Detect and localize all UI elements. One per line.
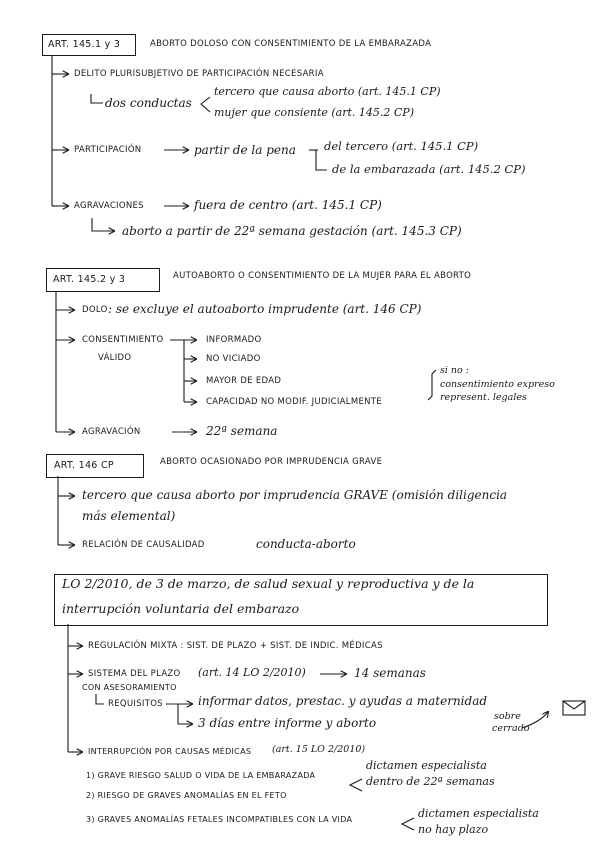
s1-participacion-label: PARTICIPACIÓN <box>74 145 142 155</box>
s2-agravacion-label: AGRAVACIÓN <box>82 427 141 437</box>
s1-delito: DELITO PLURISUBJETIVO DE PARTICIPACIÓN NECESARIA <box>74 69 324 79</box>
s4-plazo-22: dentro de 22ª semanas <box>366 775 495 788</box>
s2-dolo-label: DOLO <box>82 305 108 315</box>
s4-medicas-ref: (art. 15 LO 2/2010) <box>272 744 366 755</box>
s4-plazo-label: SISTEMA DEL PLAZO <box>88 669 181 679</box>
s1-agravacion-2: aborto a partir de 22ª semana gestación (art. 145.3 CP) <box>122 224 462 238</box>
s2-consentimiento-label: CONSENTIMIENTO <box>82 335 164 345</box>
s1-participacion-2: de la embarazada (art. 145.2 CP) <box>332 162 526 176</box>
s3-line-1: tercero que causa aborto por imprudencia GRAVE (omisión diligencia <box>82 488 508 502</box>
s4-dictamen-3: dictamen especialista <box>418 807 539 820</box>
art-145-2-3-label: ART. 145.2 y 3 <box>53 274 126 285</box>
s2-item-1: INFORMADO <box>206 335 262 345</box>
s2-note-2: represent. legales <box>440 392 527 403</box>
s4-dictamen-1: dictamen especialista <box>366 759 487 772</box>
s4-medica-1: 1) GRAVE RIESGO SALUD O VIDA DE LA EMBARAZADA <box>86 771 316 780</box>
s3-relacion-label: RELACIÓN DE CAUSALIDAD <box>82 540 205 550</box>
s1-title: ABORTO DOLOSO CON CONSENTIMIENTO DE LA EMBARAZADA <box>150 39 432 49</box>
art-145-1-3-label: ART. 145.1 y 3 <box>48 39 121 50</box>
s4-requisito-1: informar datos, prestac. y ayudas a maternidad <box>198 694 488 708</box>
envelope-icon <box>562 700 586 716</box>
s2-valido: VÁLIDO <box>98 353 132 363</box>
s1-agravaciones-label: AGRAVACIONES <box>74 201 144 211</box>
s4-medica-3: 3) GRAVES ANOMALÍAS FETALES INCOMPATIBLES CON LA VIDA <box>86 815 353 824</box>
s4-cerrado: cerrado <box>492 723 530 734</box>
s2-item-4: CAPACIDAD NO MODIF. JUDICIALMENTE <box>206 397 382 407</box>
s1-participacion-1: del tercero (art. 145.1 CP) <box>324 139 479 153</box>
s4-plazo-result: 14 semanas <box>354 666 426 680</box>
s2-note-head: si no : <box>440 365 469 376</box>
s2-note-1: consentimiento expreso <box>440 379 555 390</box>
s3-title: ABORTO OCASIONADO POR IMPRUDENCIA GRAVE <box>160 457 383 467</box>
s3-relacion-text: conducta-aborto <box>256 537 356 551</box>
s4-regulacion: REGULACIÓN MIXTA : SIST. DE PLAZO + SIST. DE INDIC. MÉDICAS <box>88 641 383 651</box>
s1-dos-conductas: dos conductas <box>105 96 192 110</box>
s1-conducta-1: tercero que causa aborto (art. 145.1 CP) <box>214 85 441 98</box>
lo-2-2010-title-1: LO 2/2010, de 3 de marzo, de salud sexual y reproductiva y de la <box>62 576 475 591</box>
lo-2-2010-title-2: interrupción voluntaria del embarazo <box>62 601 300 616</box>
s1-agravacion-1: fuera de centro (art. 145.1 CP) <box>194 198 382 212</box>
s4-requisito-2: 3 días entre informe y aborto <box>198 716 377 730</box>
s1-participacion-mid: partir de la pena <box>194 143 296 157</box>
s4-sobre: sobre <box>494 711 521 722</box>
s4-medica-2: 2) RIESGO DE GRAVES ANOMALÍAS EN EL FETO <box>86 791 287 800</box>
art-146-label: ART. 146 CP <box>54 460 114 471</box>
s2-title: AUTOABORTO O CONSENTIMIENTO DE LA MUJER PARA EL ABORTO <box>173 271 472 281</box>
s4-medicas-label: INTERRUPCIÓN POR CAUSAS MÉDICAS <box>88 747 252 756</box>
s4-no-plazo: no hay plazo <box>418 823 489 836</box>
s2-item-2: NO VICIADO <box>206 354 261 364</box>
s4-asesoramiento: CON ASESORAMIENTO <box>82 683 177 692</box>
s2-dolo-text: : se excluye el autoaborto imprudente (art. 146 CP) <box>108 302 422 316</box>
s1-conducta-2: mujer que consiente (art. 145.2 CP) <box>214 106 414 119</box>
s2-item-3: MAYOR DE EDAD <box>206 376 282 386</box>
s4-plazo-ref: (art. 14 LO 2/2010) <box>198 666 306 679</box>
s2-agravacion-text: 22ª semana <box>206 424 278 438</box>
s4-requisitos-label: REQUISITOS <box>108 699 163 709</box>
s3-line-2: más elemental) <box>82 509 176 523</box>
